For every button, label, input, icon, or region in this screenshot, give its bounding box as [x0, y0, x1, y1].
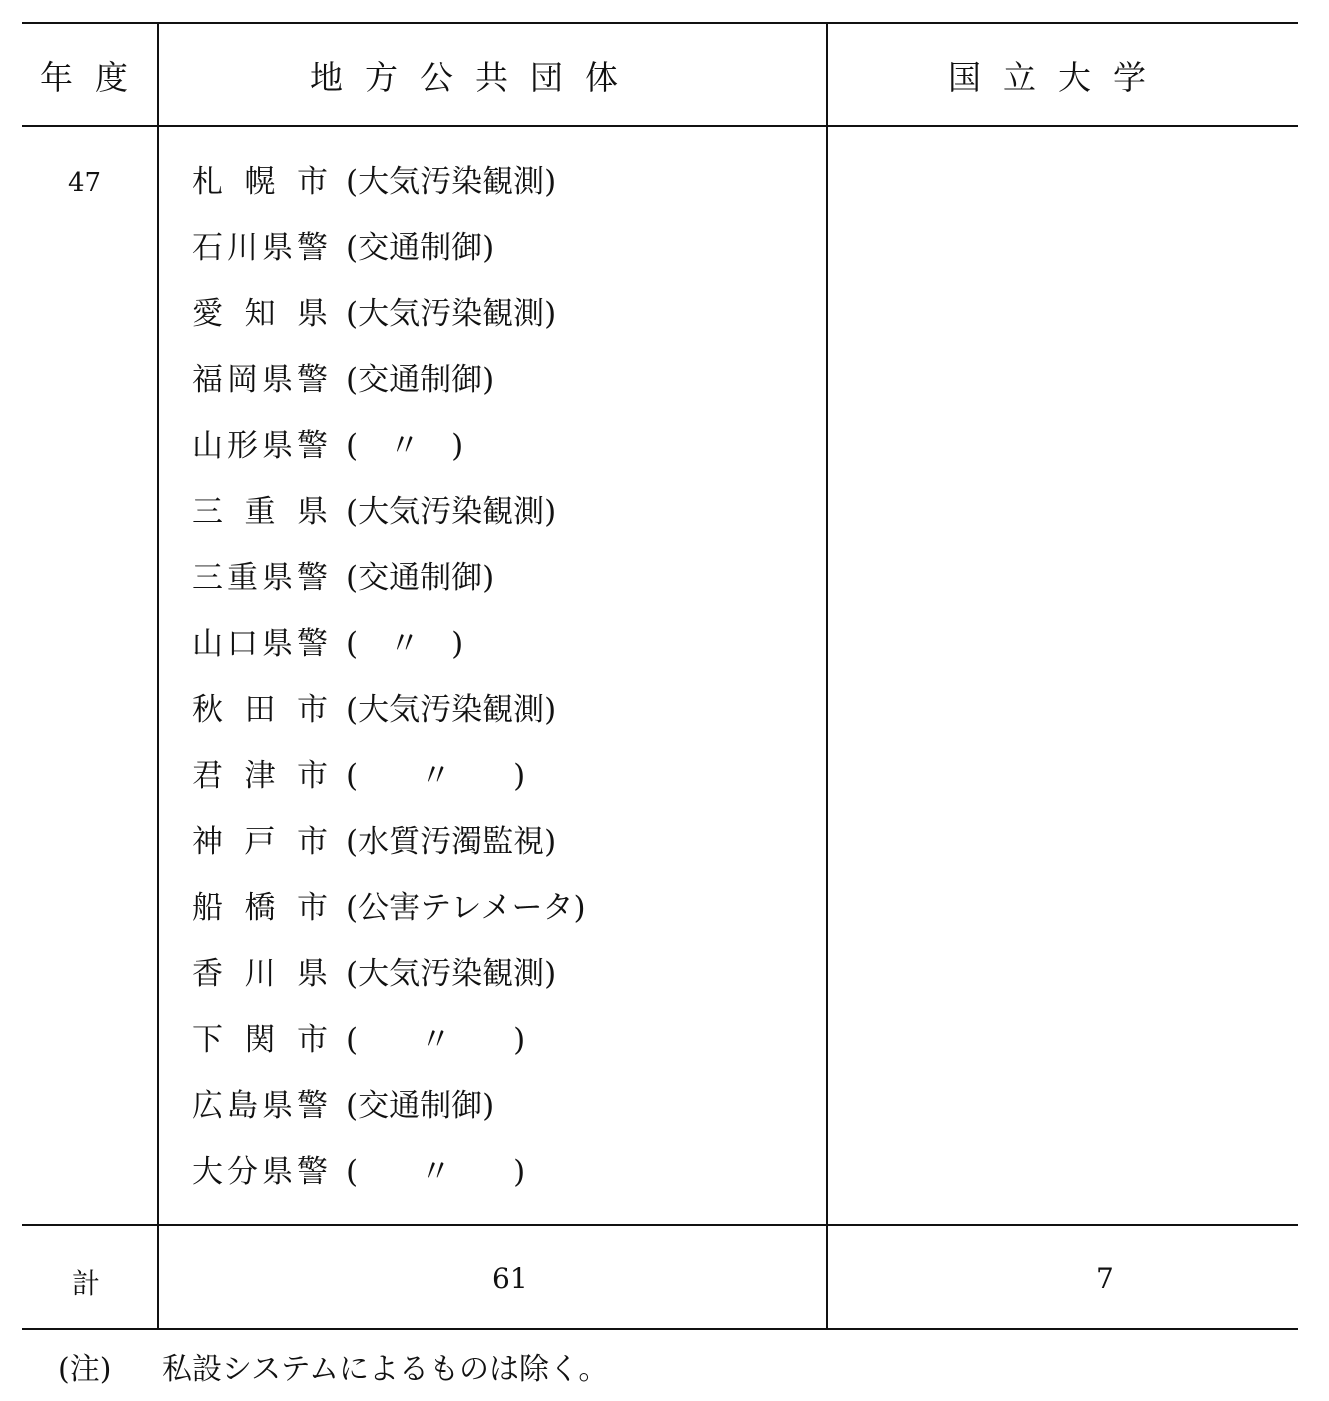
list-item	[192, 952, 586, 1018]
entity-name: 神戸市	[192, 824, 328, 860]
entity-purpose: (大気汚染観測)	[346, 494, 557, 530]
list-item	[192, 820, 586, 886]
entity-purpose: ( 〃 )	[346, 1154, 526, 1190]
total-national-university: 7	[1096, 1262, 1114, 1295]
footnote	[58, 1344, 608, 1388]
entity-purpose: (大気汚染観測)	[346, 692, 557, 728]
list-item	[192, 226, 586, 292]
entity-name: 君津市	[192, 758, 328, 794]
entity-purpose: ( 〃 )	[346, 1022, 526, 1058]
entity-name: 札幌市	[192, 164, 328, 200]
list-item	[192, 886, 586, 952]
entity-purpose: (交通制御)	[346, 362, 495, 398]
entity-name: 石川県警	[192, 230, 328, 266]
entity-name: 山形県警	[192, 428, 328, 464]
entity-purpose: (公害テレメータ)	[346, 890, 586, 926]
entity-purpose: (交通制御)	[346, 1088, 495, 1124]
entity-name: 三重県警	[192, 560, 328, 596]
total-bottom-rule	[22, 1328, 1298, 1330]
entity-purpose: ( 〃 )	[346, 626, 464, 662]
list-item	[192, 358, 586, 424]
body-bottom-rule	[22, 1224, 1298, 1226]
entity-purpose: ( 〃 )	[346, 758, 526, 794]
header-year: 年度	[40, 58, 150, 97]
entity-name: 大分県警	[192, 1154, 328, 1190]
list-item	[192, 1018, 586, 1084]
list-item	[192, 490, 586, 556]
entity-purpose: (水質汚濁監視)	[346, 824, 557, 860]
footnote-label: (注)	[58, 1352, 112, 1387]
list-item	[192, 292, 586, 358]
entity-name: 三重県	[192, 494, 328, 530]
entity-name: 船橋市	[192, 890, 328, 926]
entity-purpose: (大気汚染観測)	[346, 164, 557, 200]
total-label: 計	[72, 1267, 101, 1300]
entity-name: 下関市	[192, 1022, 328, 1058]
entity-name: 福岡県警	[192, 362, 328, 398]
list-item	[192, 1084, 586, 1150]
list-item	[192, 754, 586, 820]
entity-purpose: (大気汚染観測)	[346, 956, 557, 992]
footnote-text: 私設システムによるものは除く。	[162, 1352, 609, 1387]
list-item	[192, 688, 586, 754]
local-government-list	[192, 160, 586, 1216]
list-item	[192, 1150, 586, 1216]
year-cell: 47	[68, 168, 102, 198]
entity-purpose: ( 〃 )	[346, 428, 464, 464]
list-item	[192, 556, 586, 622]
entity-purpose: (大気汚染観測)	[346, 296, 557, 332]
entity-name: 愛知県	[192, 296, 328, 332]
list-item	[192, 424, 586, 490]
entity-name: 広島県警	[192, 1088, 328, 1124]
entity-purpose: (交通制御)	[346, 230, 495, 266]
list-item	[192, 160, 586, 226]
header-bottom-rule	[22, 125, 1298, 127]
table-top-rule	[22, 22, 1298, 24]
header-national-university: 国立大学	[948, 58, 1168, 97]
list-item	[192, 622, 586, 688]
header-local-government: 地方公共団体	[310, 58, 640, 97]
entity-name: 山口県警	[192, 626, 328, 662]
entity-name: 秋田市	[192, 692, 328, 728]
column-divider-year	[157, 24, 159, 1328]
column-divider-local	[826, 24, 828, 1328]
entity-purpose: (交通制御)	[346, 560, 495, 596]
entity-name: 香川県	[192, 956, 328, 992]
total-local-government: 61	[492, 1262, 528, 1295]
